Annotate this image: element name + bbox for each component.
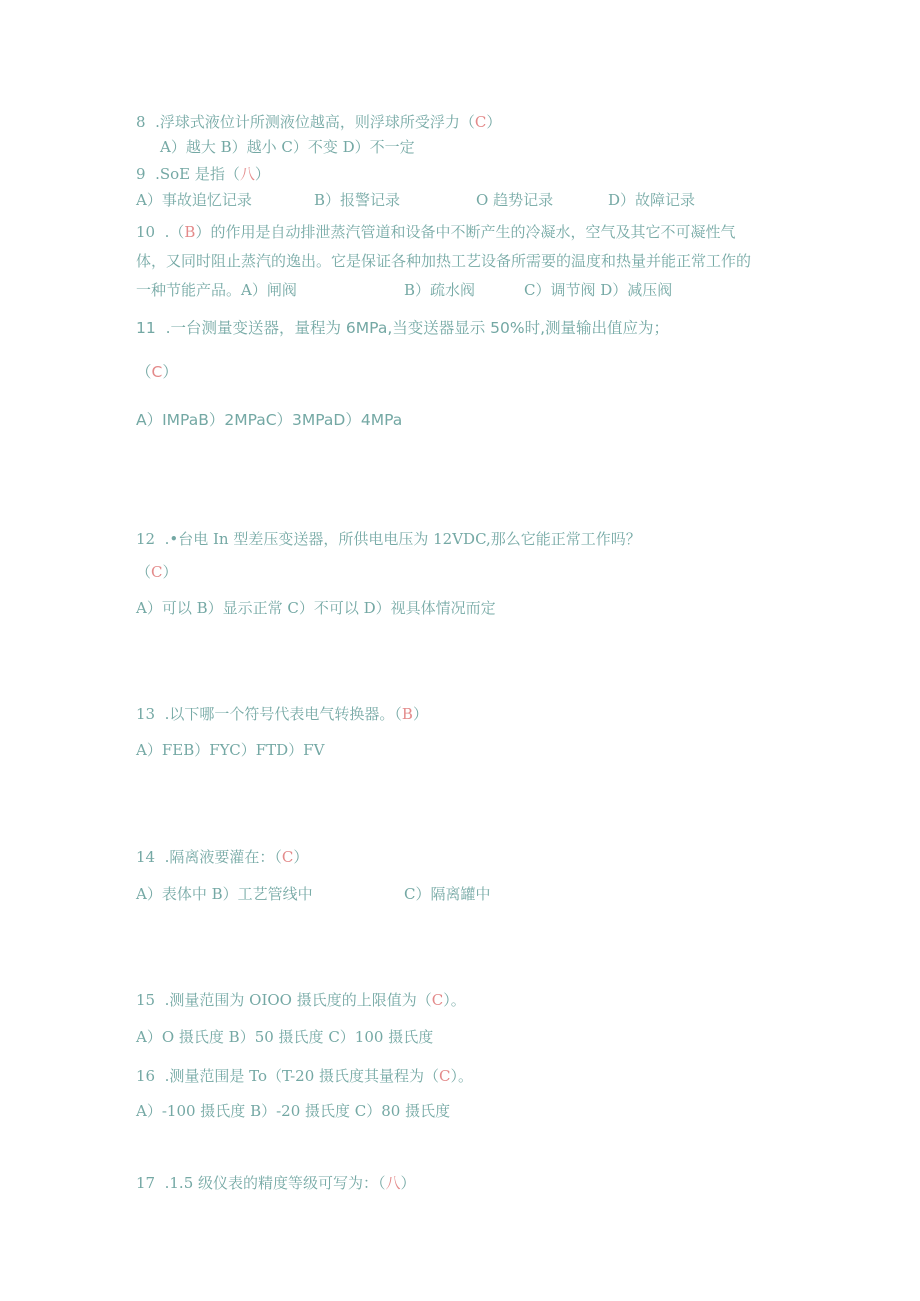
question-15-text: 15 .测量范围为 OIOO 摄氏度的上限值为（: [136, 991, 432, 1009]
question-12-paren-close: ）: [162, 563, 178, 581]
question-17-paren: ）: [400, 1174, 416, 1192]
question-11-answer: C: [151, 363, 163, 381]
question-9-text: 9 .SoE 是指（: [136, 165, 240, 183]
question-17-text: 17 .1.5 级仪表的精度等级可写为：（: [136, 1174, 386, 1192]
question-8-paren: ）: [486, 113, 502, 131]
question-8-options: A）越大 B）越小 C）不变 D）不一定: [160, 138, 415, 156]
question-8-stem: [136, 112, 501, 132]
question-14-stem: [136, 847, 308, 867]
question-10-text: ）的作用是自动排泄蒸汽管道和设备中不断产生的冷凝水，空气及其它不可凝性气: [195, 223, 736, 241]
question-12-paren-open: （: [136, 563, 152, 581]
question-16-text: 16 .测量范围是 To（T-20 摄氏度其量程为（: [136, 1067, 440, 1085]
question-12-answer: C: [151, 563, 163, 581]
question-9-paren: ）: [254, 165, 270, 183]
question-13-answer: B: [401, 705, 413, 723]
question-15-answer: C: [431, 991, 444, 1009]
question-13-paren: ）: [412, 705, 428, 723]
question-14-paren: ）: [293, 848, 309, 866]
question-15-stem: [136, 990, 466, 1010]
question-10-prefix: 10 .（: [136, 223, 185, 241]
question-13-stem: [136, 704, 428, 724]
question-12-stem: 12 .•台电 In 型差压变送器，所供电电压为 12VDC,那么它能正常工作吗？: [136, 530, 641, 548]
question-8-text: 8 .浮球式液位计所测液位越高，则浮球所受浮力（: [136, 113, 475, 131]
question-14-options-ab: A）表体中 B）工艺管线中: [136, 885, 313, 903]
question-16-answer: C: [439, 1067, 451, 1085]
question-16-stem: [136, 1066, 473, 1086]
question-11-options: A）IMPaB）2MPaC）3MPaD）4MPa: [136, 411, 403, 429]
question-13-options: A）FEB）FYC）FTD）FV: [136, 741, 325, 759]
question-11-paren-close: ）: [162, 363, 178, 381]
question-10-answer: B: [184, 223, 196, 241]
question-9-answer: 八: [239, 165, 255, 183]
question-16-options: A）-100 摄氏度 B）-20 摄氏度 C）80 摄氏度: [136, 1102, 451, 1120]
question-15-options: A）O 摄氏度 B）50 摄氏度 C）100 摄氏度: [136, 1028, 434, 1046]
question-9-option-c: O 趋势记录: [476, 191, 554, 209]
question-11-paren-open: （: [136, 363, 152, 381]
question-10-option-b: B）疏水阀: [404, 281, 476, 299]
question-11-stem: 11 .一台测量变送器，量程为 6MPa,当变送器显示 50%时,测量输出值应为；: [136, 319, 670, 337]
question-14-option-c: C）隔离罐中: [404, 885, 491, 903]
question-10-line-2: 体，又同时阻止蒸汽的逸出。它是保证各种加热工艺设备所需要的温度和热量并能正常工作的: [136, 252, 752, 270]
question-12-answer-line: [136, 562, 178, 582]
question-10-option-cd: C）调节阀 D）减压阀: [524, 281, 673, 299]
question-15-paren: ）。: [443, 991, 466, 1009]
question-9-option-d: D）故障记录: [608, 191, 696, 209]
question-17-stem: [136, 1173, 416, 1193]
question-14-answer: C: [281, 848, 294, 866]
question-13-text: 13 .以下哪一个符号代表电气转换器。（: [136, 705, 402, 723]
question-9-stem: [136, 164, 270, 184]
question-12-options: A）可以 B）显示正常 C）不可以 D）视具体情况而定: [136, 599, 496, 617]
question-11-answer-line: [136, 362, 178, 382]
question-10-stem: [136, 222, 735, 242]
question-8-answer: C: [474, 113, 487, 131]
question-10-option-a: 一种节能产品。A）闸阀: [136, 281, 297, 299]
question-9-option-b: B）报警记录: [314, 191, 401, 209]
question-14-text: 14 .隔离液要灌在：（: [136, 848, 282, 866]
question-16-paren: ）。: [450, 1067, 474, 1085]
question-9-option-a: A）事故追忆记录: [136, 191, 252, 209]
question-17-answer: 八: [385, 1174, 401, 1192]
